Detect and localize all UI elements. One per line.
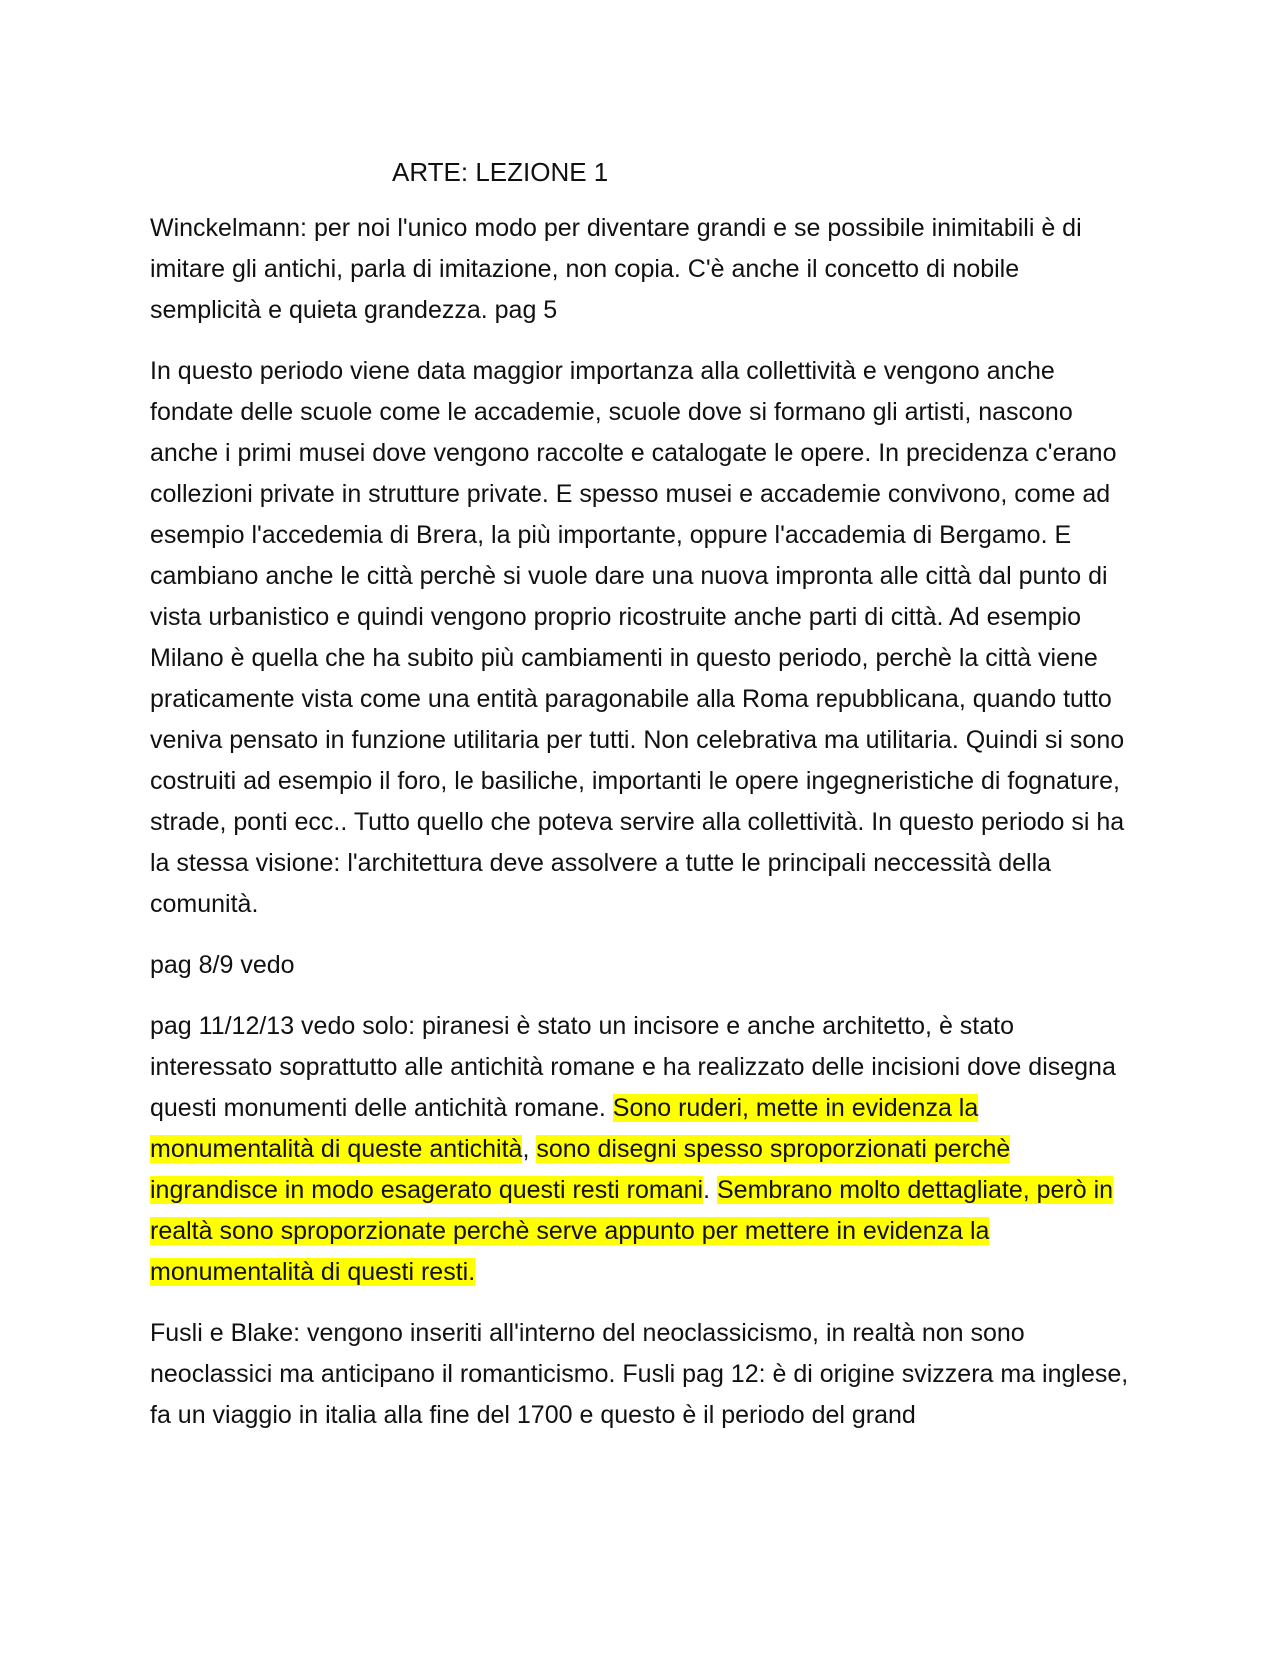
separator-text: . xyxy=(703,1176,717,1204)
paragraph-winckelmann: Winckelmann: per noi l'unico modo per diventare grandi e se possibile inimitabili è di imitare gli antichi, parla di imitazione, non copia. C'è anche il concetto di nobile semplicità e quieta grandezza. pag 5 xyxy=(150,214,1082,324)
paragraph-piranesi xyxy=(150,1006,1135,1293)
paragraph-pag-8-9: pag 8/9 vedo xyxy=(150,951,295,979)
highlight-dettagliate: Sembrano molto dettagliate, però in realtà sono sproporzionate perchè serve appunto per mettere in evidenza la monumentalità di questi resti. xyxy=(150,1176,1114,1286)
separator-text: , xyxy=(522,1135,537,1163)
piranesi-intro-text: pag 11/12/13 vedo solo: piranesi è stato un incisore e anche architetto, è stato interessato soprattutto alle antichità romane e ha realizzato delle incisioni dove disegna questi monumenti delle antichità romane. xyxy=(150,1012,1116,1122)
highlight-sproporzionati: sono disegni spesso sproporzionati perchè ingrandisce in modo esagerato questi resti romani xyxy=(150,1135,1011,1204)
document-page xyxy=(150,150,1135,1456)
paragraph-collettivita: In questo periodo viene data maggior importanza alla collettività e vengono anche fondate delle scuole come le accademie, scuole dove si formano gli artisti, nascono anche i primi musei dove vengono raccolte e catalogate le opere. In precidenza c'erano collezioni private in strutture private. E spesso musei e accademie convivono, come ad esempio l'accedemia di Brera, la più importante, oppure l'accademia di Bergamo. E cambiano anche le città perchè si vuole dare una nuova impronta alle città dal punto di vista urbanistico e quindi vengono proprio ricostruite anche parti di città. Ad esempio Milano è quella che ha subito più cambiamenti in questo periodo, perchè la città viene praticamente vista come una entità paragonabile alla Roma repubblicana, quando tutto veniva pensato in funzione utilitaria per tutti. Non celebrativa ma utilitaria. Quindi si sono costruiti ad esempio il foro, le basiliche, importanti le opere ingegneristiche di fognature, strade, ponti ecc.. Tutto quello che poteva servire alla collettività. In questo periodo si ha la stessa visione: l'architettura deve assolvere a tutte le principali neccessità della comunità. xyxy=(150,357,1125,918)
document-title: ARTE: LEZIONE 1 xyxy=(392,157,609,187)
paragraph-fusli-blake: Fusli e Blake: vengono inseriti all'interno del neoclassicismo, in realtà non sono neoclassici ma anticipano il romanticismo. Fusli pag 12: è di origine svizzera ma inglese, fa un viaggio in italia alla fine del 1700 e questo è il periodo del grand xyxy=(150,1319,1129,1429)
highlight-ruderi: Sono ruderi, mette in evidenza la monumentalità di queste antichità xyxy=(150,1094,979,1163)
